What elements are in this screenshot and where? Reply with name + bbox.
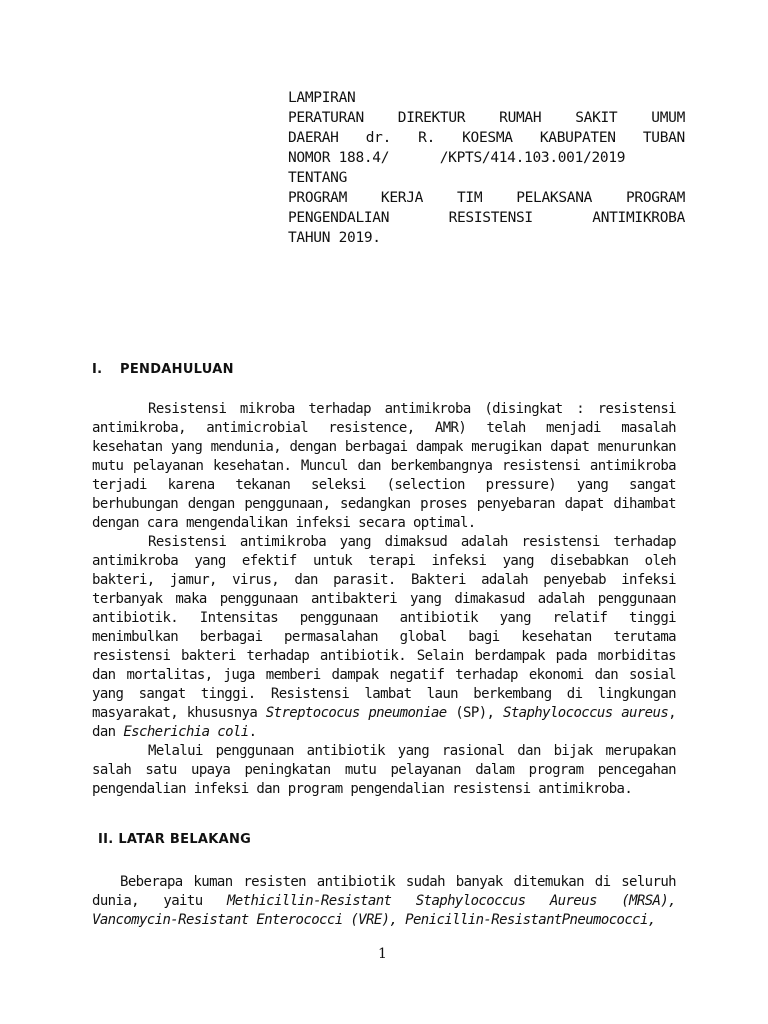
section-body-latar-belakang xyxy=(92,873,676,930)
paragraph: Melalui penggunaan antibiotik yang rasional dan bijak merupakan salah satu upaya peningkatan mutu pelayanan dalam program pencegahan pengendalian infeksi dan program pengendalian resistensi antimikroba. xyxy=(92,743,676,797)
lampiran-line: PENGENDALIAN RESISTENSI ANTIMIKROBA xyxy=(288,210,685,226)
species-name: Methicillin-Resistant Staphylococcus Aureus (MRSA), Vancomycin-Resistant Enterococci (VRE), Penicillin-ResistantPneumococci, xyxy=(92,893,677,928)
lampiran-line: PERATURAN DIREKTUR RUMAH SAKIT UMUM xyxy=(288,110,685,126)
species-name: Staphylococcus aureus xyxy=(502,705,669,721)
paragraph: Resistensi mikroba terhadap antimikroba (disingkat : resistensi antimikroba, antimicrobial resistence, AMR) telah menjadi masalah kesehatan yang mendunia, dengan berbagai dampak merugikan dapat menurunkan mutu pelayanan kesehatan. Muncul dan berkembangnya resistensi antimikroba terjadi karena tekanan seleksi (selection pressure) yang sangat berhubungan dengan penggunaan, sedangkan proses penyebaran dapat dihambat dengan cara mengendalikan infeksi secara optimal. xyxy=(92,401,676,531)
paragraph-text: , dan xyxy=(92,705,677,740)
lampiran-line: DAERAH dr. R. KOESMA KABUPATEN TUBAN xyxy=(288,130,685,146)
lampiran-header xyxy=(288,88,685,248)
section-title: PENDAHULUAN xyxy=(120,362,234,377)
lampiran-line: TENTANG xyxy=(288,170,348,186)
paragraph-text: Beberapa kuman resisten antibiotik sudah banyak ditemukan di seluruh dunia, yaitu xyxy=(92,874,676,909)
page-number: 1 xyxy=(378,946,387,962)
paragraph xyxy=(92,533,676,742)
section-heading-latar-belakang: II. LATAR BELAKANG xyxy=(98,832,252,847)
paragraph-text: Resistensi antimikroba yang dimaksud adalah resistensi terhadap antimikroba yang efektif untuk terapi infeksi yang disebabkan oleh bakteri, jamur, virus, dan parasit. Bakteri adalah penyebab infeksi terbanyak maka penggunaan antibakteri yang dimakasud adalah penggunaan antibiotik. Intensitas penggunaan antibiotik yang relatif tinggi menimbulkan berbagai permasalahan global bagi kesehatan terutama resistensi bakteri terhadap antibiotik. Selain berdampak pada morbiditas dan mortalitas, juga memberi dampak negatif terhadap ekonomi dan sosial yang sangat tinggi. Resistensi lambat laun berkembang di lingkungan masyarakat, khususnya xyxy=(92,534,676,721)
lampiran-line: NOMOR 188.4/ /KPTS/414.103.001/2019 xyxy=(288,150,626,166)
section-heading-pendahuluan xyxy=(92,362,234,377)
lampiran-line: TAHUN 2019. xyxy=(288,230,381,246)
section-number: I. xyxy=(92,362,103,377)
paragraph-text: (SP), xyxy=(446,705,503,721)
species-name: Streptococus pneumoniae xyxy=(265,705,447,721)
lampiran-line: LAMPIRAN xyxy=(288,90,356,106)
lampiran-line: PROGRAM KERJA TIM PELAKSANA PROGRAM xyxy=(288,190,685,206)
section-body-pendahuluan xyxy=(92,400,676,799)
paragraph-text: . xyxy=(248,724,257,740)
paragraph xyxy=(92,873,676,930)
species-name: Escherichia coli xyxy=(123,724,249,740)
